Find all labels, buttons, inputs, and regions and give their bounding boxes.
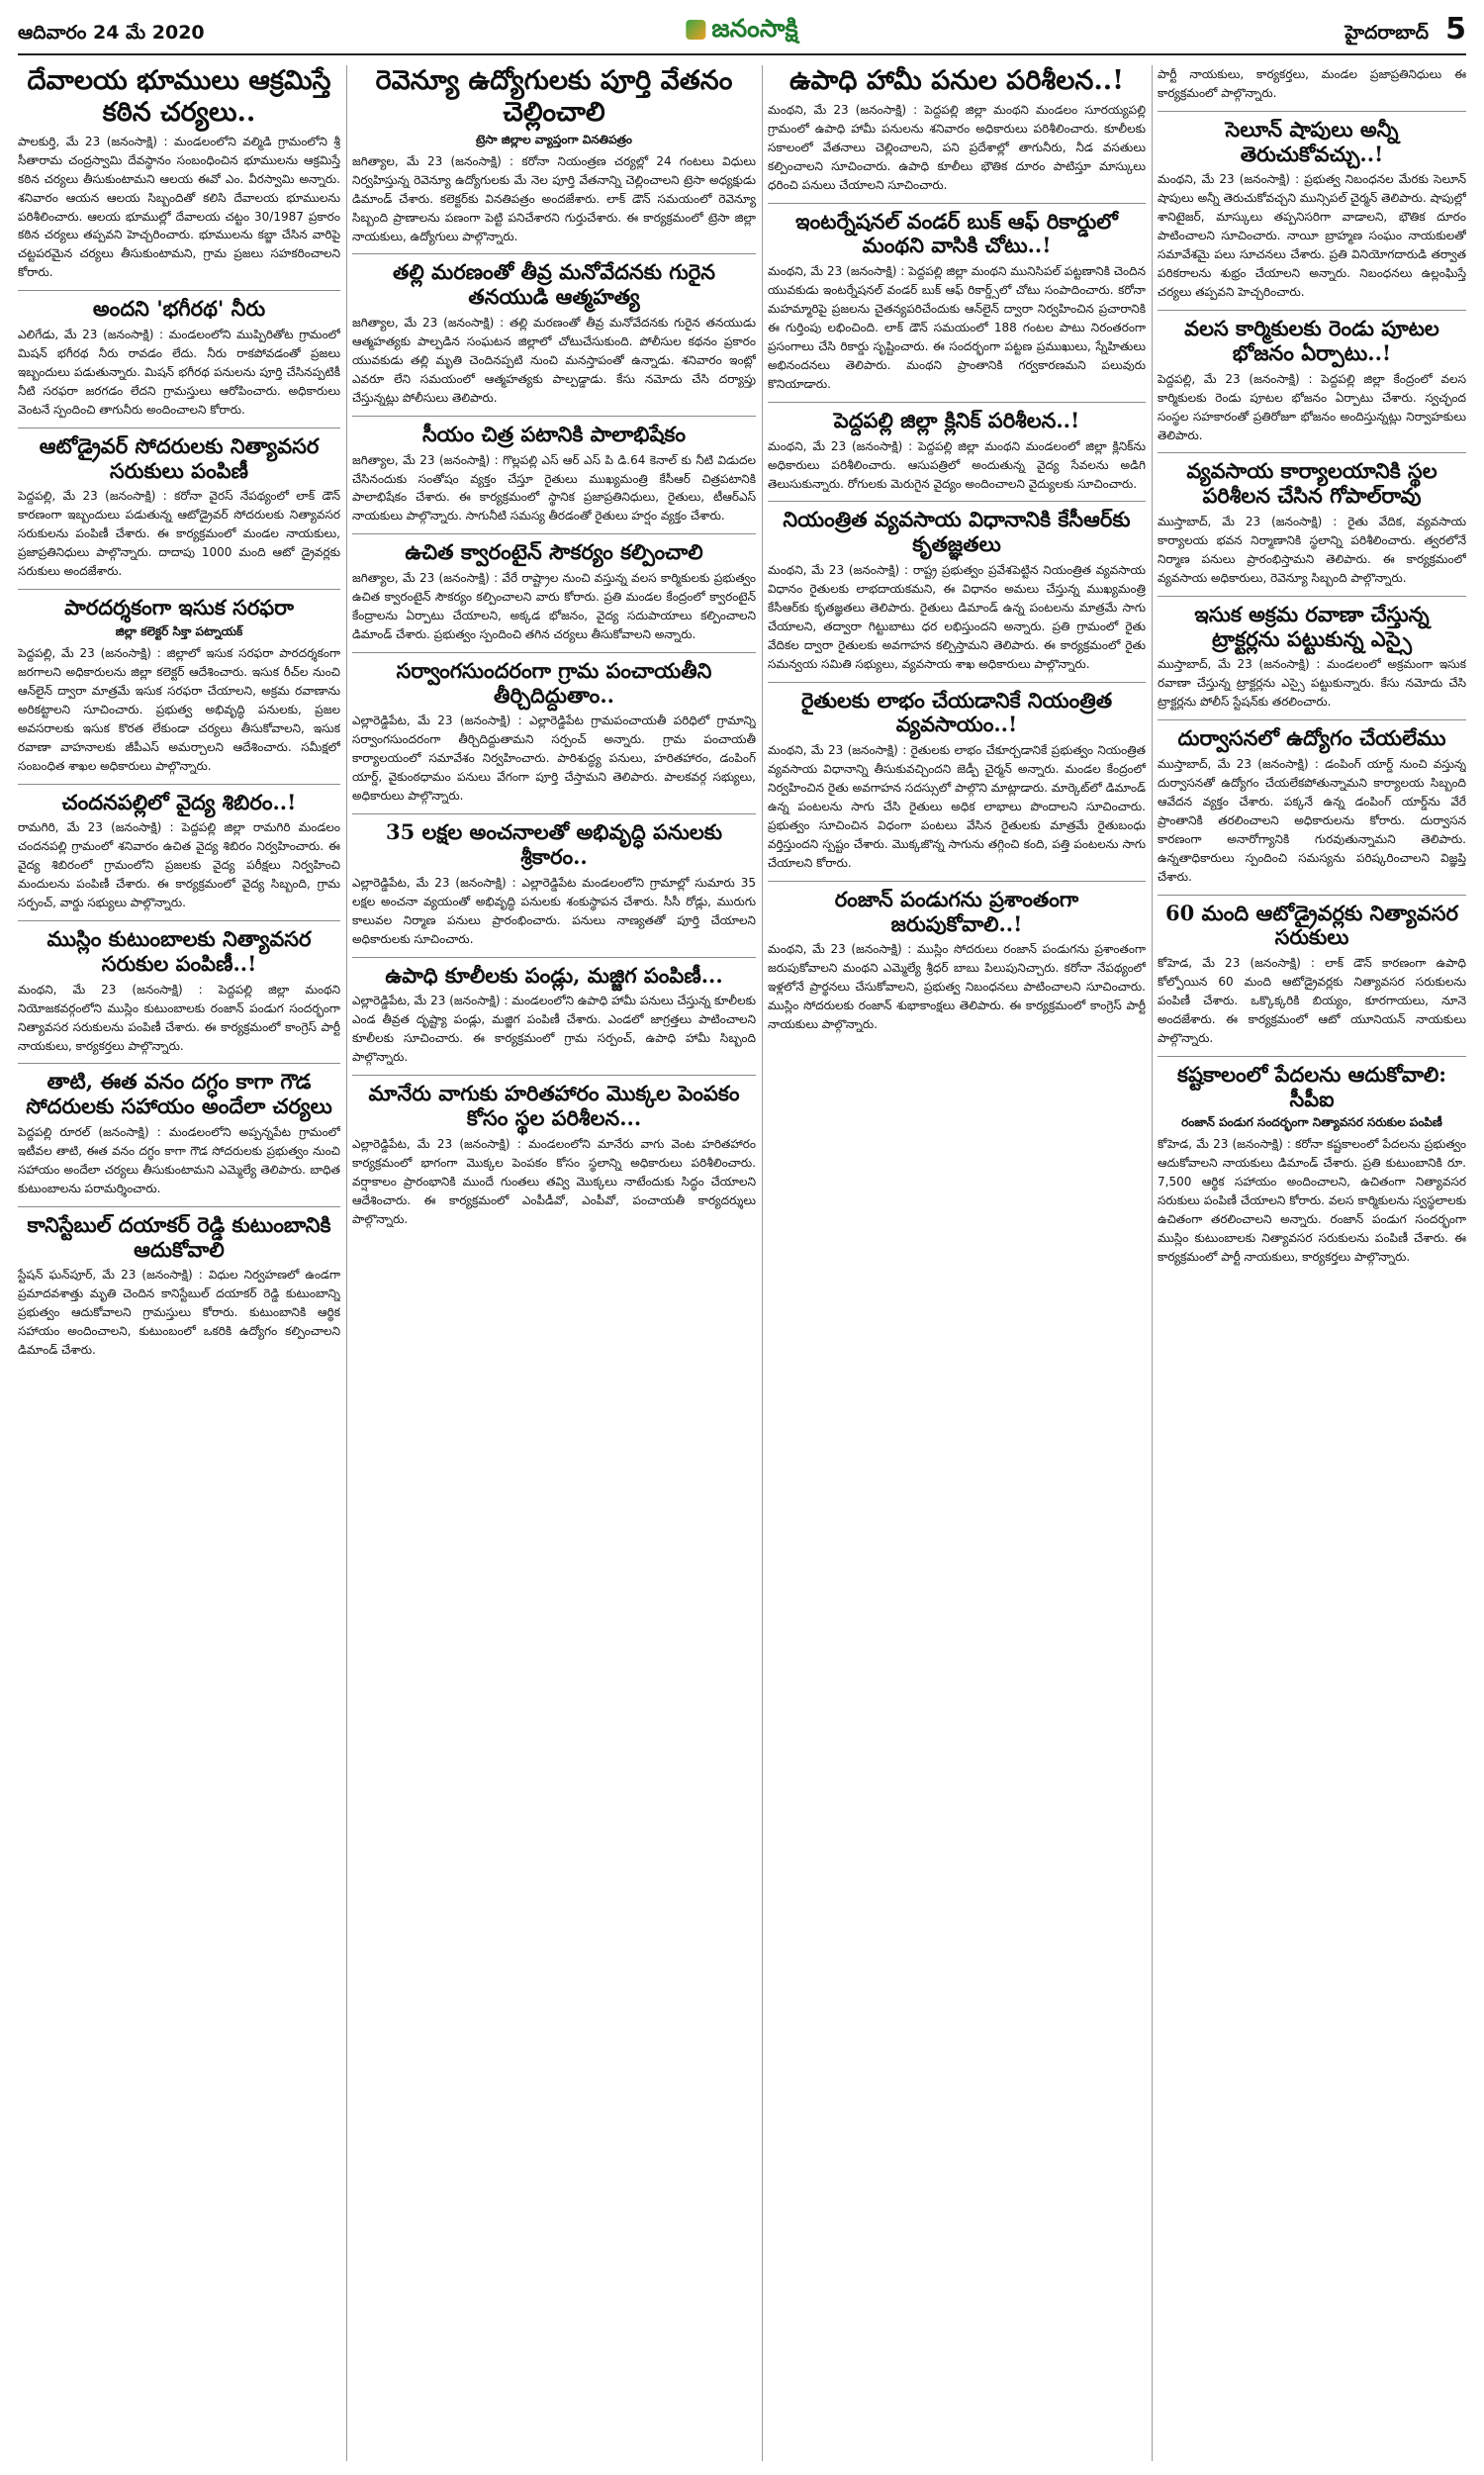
story-separator <box>1158 596 1466 597</box>
news-story <box>768 65 1146 195</box>
story-body: మంథని, మే 23 (జనంసాక్షి) : ప్రభుత్వ నిబంధనల మేరకు సెలూన్ షాపులు అన్నీ తెరుచుకోవచ్చని మున్సిపల్ చైర్మన్ తెలిపారు. షాపుల్లో శానిటైజర్, మాస్కులు తప్పనిసరిగా వాడాలని, భౌతిక దూరం పాటించాలని సూచించారు. నాయీ బ్రాహ్మణ సంఘం నాయకులతో సమావేశమై పలు సూచనలు చేశారు. ప్రతి వినియోగదారుడి తర్వాత పరికరాలను శుభ్రం చేయాలని అన్నారు. నిబంధనలు ఉల్లంఘిస్తే చర్యలు తప్పవని హెచ్చరించారు. <box>1158 172 1466 300</box>
news-story <box>18 434 340 581</box>
news-story <box>768 888 1146 1034</box>
story-body: రామగిరి, మే 23 (జనంసాక్షి) : పెద్దపల్లి జిల్లా రామగిరి మండలం చందనపల్లి గ్రామంలో శనివారం ఉచిత వైద్య శిబిరం నిర్వహించారు. ఈ వైద్య శిబిరంలో గ్రామంలోని ప్రజలకు వైద్య పరీక్షలు నిర్వహించి మందులను పంపిణీ చేశారు. ఈ కార్యక్రమంలో వైద్య సిబ్బంది, గ్రామ సర్పంచ్, వార్డు సభ్యులు పాల్గొన్నారు. <box>18 820 340 910</box>
story-subheadline: ట్రెసా జిల్లాల వ్యాప్తంగా వినతిపత్రం <box>475 132 633 146</box>
news-story <box>18 65 340 282</box>
news-story <box>1158 118 1466 302</box>
story-headline: మానేరు వాగుకు హరితహారం మొక్కల పెంపకం కోసం స్థల పరిశీలన... <box>368 1081 740 1130</box>
story-body: ఎల్లారెడ్డిపేట, మే 23 (జనంసాక్షి) : మండలంలోని ఉపాధి హామీ పనులు చేస్తున్న కూలీలకు ఎండ తీవ్రత దృష్ట్యా పండ్లు, మజ్జిగ పంపిణీ చేశారు. ఎండలో జాగ్రత్తలు పాటించాలని కూలీలకు సూచించారు. ఈ కార్యక్రమంలో గ్రామ సర్పంచ్, ఉపాధి హామీ సిబ్బంది పాల్గొన్నారు. <box>352 994 756 1065</box>
story-separator <box>18 920 340 921</box>
issue-date: ఆదివారం 24 మే 2020 <box>18 22 205 44</box>
story-headline: వ్యవసాయ కార్యాలయానికి స్థల పరిశీలన చేసిన గోపాల్‌రావు <box>1186 458 1438 509</box>
news-story <box>1158 1063 1466 1267</box>
story-separator <box>768 881 1146 882</box>
news-story <box>352 423 756 526</box>
story-body: కోహెడ, మే 23 (జనంసాక్షి) : కరోనా కష్టకాలంలో పేదలను ప్రభుత్వం ఆదుకోవాలని నాయకులు డిమాండ్ చేశారు. ప్రతి కుటుంబానికి రూ. 7,500 ఆర్థిక సహాయం అందించాలని, ఉచితంగా నిత్యావసర సరుకులు పంపిణీ చేయాలని కోరారు. వలస కార్మికులను స్వస్థలాలకు ఉచితంగా తరలించాలని అన్నారు. రంజాన్ పండుగ సందర్భంగా ముస్లిం కుటుంబాలకు నిత్యావసర సరుకులను పంపిణీ చేశారు. ఈ కార్యక్రమంలో పార్టీ నాయకులు, కార్యకర్తలు పాల్గొన్నారు. <box>1158 1137 1466 1265</box>
story-headline: దేవాలయ భూములు ఆక్రమిస్తే కఠిన చర్యలు.. <box>27 65 331 128</box>
story-headline: ఉచిత క్వారంటైన్ సౌకర్యం కల్పించాలి <box>405 539 703 565</box>
story-headline: తల్లి మరణంతో తీవ్ర మనోవేదనకు గురైన తనయుడి ఆత్మహత్య <box>393 259 715 310</box>
column-3 <box>768 65 1146 2461</box>
column-4 <box>1158 65 1466 2461</box>
story-headline: రంజాన్ పండుగను ప్రశాంతంగా జరుపుకోవాలి..! <box>834 886 1079 936</box>
story-headline: పారదర్శకంగా ఇసుక సరఫరా <box>64 595 294 620</box>
story-subheadline: జిల్లా కలెక్టర్ సిక్తా పట్నాయక్ <box>115 623 243 638</box>
story-separator <box>768 682 1146 683</box>
news-story <box>768 689 1146 873</box>
story-body: మంథని, మే 23 (జనంసాక్షి) : ముస్లిం సోదరులు రంజాన్ పండుగను ప్రశాంతంగా జరుపుకోవాలని మంథని ఎమ్మెల్యే శ్రీధర్ బాబు పిలుపునిచ్చారు. కరోనా నేపథ్యంలో ఇళ్లలోనే ప్రార్థనలు చేసుకోవాలని, ప్రభుత్వ నిబంధనలు పాటించాలని సూచించారు. ముస్లిం సోదరులకు రంజాన్ శుభాకాంక్షలు తెలిపారు. ఈ కార్యక్రమంలో కాంగ్రెస్ పార్టీ నాయకులు పాల్గొన్నారు. <box>768 942 1146 1032</box>
story-headline: రెవెన్యూ ఉద్యోగులకు పూర్తి వేతనం చెల్లించాలి <box>375 65 733 128</box>
story-separator <box>352 253 756 254</box>
news-story <box>352 65 756 245</box>
column-divider <box>1152 65 1153 2461</box>
story-separator <box>352 957 756 958</box>
story-headline: తాటి, ఈత వనం దగ్ధం కాగా గౌడ సోదరులకు సహాయం అందేలా చర్యలు <box>26 1069 332 1119</box>
story-separator <box>18 1206 340 1207</box>
story-headline: ఇంటర్నేషనల్ వండర్ బుక్ ఆఫ్ రికార్డులో మంథని వాసికి చోటు..! <box>795 208 1118 258</box>
story-headline: ముస్లిం కుటుంబాలకు నిత్యావసర సరుకుల పంపిణీ..! <box>46 926 312 976</box>
story-headline: ఉపాధి కూలీలకు పండ్లు, మజ్జిగ పంపిణీ... <box>385 962 723 988</box>
story-headline: నియంత్రిత వ్యవసాయ విధానానికి కేసీఆర్‌కు కృతజ్ఞతలు <box>783 507 1131 557</box>
story-body: ముస్తాబాద్, మే 23 (జనంసాక్షి) : రైతు వేదిక, వ్యవసాయ కార్యాలయ భవన నిర్మాణానికి స్థలాన్ని పరిశీలించారు. త్వరలోనే నిర్మాణ పనులు ప్రారంభిస్తామని తెలిపారు. ఈ కార్యక్రమంలో వ్యవసాయ అధికారులు, రెవెన్యూ సిబ్బంది పాల్గొన్నారు. <box>1158 514 1466 585</box>
news-story <box>352 820 756 948</box>
news-story <box>352 659 756 806</box>
news-story <box>18 1070 340 1197</box>
edition-city: హైదరాబాద్ <box>1345 22 1429 44</box>
story-body: ఎల్లారెడ్డిపేట, మే 23 (జనంసాక్షి) : ఎల్లారెడ్డిపేట మండలంలోని గ్రామాల్లో సుమారు 35 లక్షల అంచనా వ్యయంతో అభివృద్ధి పనులకు శంకుస్థాపన చేశారు. సీసీ రోడ్లు, మురుగు కాలువల నిర్మాణ పనులు ప్రారంభించారు. పనులు నాణ్యతతో పూర్తి చేయాలని అధికారులకు సూచించారు. <box>352 875 756 946</box>
news-story <box>352 1082 756 1228</box>
story-body: ముస్తాబాద్, మే 23 (జనంసాక్షి) : డంపింగ్ యార్డ్ నుంచి వస్తున్న దుర్వాసనతో ఉద్యోగం చేయలేకపోతున్నామని కార్యాలయ సిబ్బంది ఆవేదన వ్యక్తం చేశారు. పక్కనే ఉన్న డంపింగ్ యార్డ్‌ను వేరే ప్రాంతానికి తరలించాలని అధికారులను కోరారు. దుర్వాసన కారణంగా అనారోగ్యానికి గురవుతున్నామని తెలిపారు. ఉన్నతాధికారులు స్పందించి సమస్యను పరిష్కరించాలని విజ్ఞప్తి చేశారు. <box>1158 756 1466 884</box>
story-headline: అందని 'భగీరథ' నీరు <box>92 296 266 322</box>
story-separator <box>1158 719 1466 720</box>
news-story <box>352 964 756 1068</box>
story-body: పార్టీ నాయకులు, కార్యకర్తలు, మండల ప్రజాప్రతినిధులు ఈ కార్యక్రమంలో పాల్గొన్నారు. <box>1158 67 1466 100</box>
story-separator <box>1158 111 1466 112</box>
story-separator <box>1158 310 1466 311</box>
news-story <box>768 409 1146 494</box>
story-headline: రైతులకు లాభం చేయడానికే నియంత్రిత వ్యవసాయం..! <box>800 687 1113 737</box>
story-body: జగిత్యాల, మే 23 (జనంసాక్షి) : గొల్లపల్లి ఎస్ ఆర్ ఎస్ పి డి.64 కెనాల్ కు నీటి విడుదల చేసినందుకు సంతోషం వ్యక్తం చేస్తూ రైతులు ముఖ్యమంత్రి కేసీఆర్ చిత్రపటానికి పాలాభిషేకం చేశారు. ఈ కార్యక్రమంలో స్థానిక ప్రజాప్రతినిధులు, రైతులు, టీఆర్ఎస్ నాయకులు పాల్గొన్నారు. సాగునీటి సమస్య తీరడంతో రైతులు హర్షం వ్యక్తం చేశారు. <box>352 452 756 524</box>
story-separator <box>768 203 1146 204</box>
story-body: మంథని, మే 23 (జనంసాక్షి) : పెద్దపల్లి జిల్లా మంథని నియోజకవర్గంలోని ముస్లిం కుటుంబాలకు రంజాన్ పండుగ సందర్భంగా నిత్యావసర సరుకులను పంపిణీ చేశారు. ఈ కార్యక్రమంలో కాంగ్రెస్ పార్టీ నాయకులు, కార్యకర్తలు పాల్గొన్నారు. <box>18 982 340 1053</box>
news-story <box>1158 902 1466 1048</box>
news-story <box>352 260 756 407</box>
story-body: స్టేషన్ ఘన్‌పూర్, మే 23 (జనంసాక్షి) : విధుల నిర్వహణలో ఉండగా ప్రమాదవశాత్తు మృతి చెందిన కానిస్టేబుల్ దయాకర్ రెడ్డి కుటుంబాన్ని ప్రభుత్వం ఆదుకోవాలని గ్రామస్తులు కోరారు. కుటుంబానికి ఆర్థిక సహాయం అందించాలని, కుటుంబంలో ఒకరికి ఉద్యోగం కల్పించాలని డిమాండ్ చేశారు. <box>18 1268 340 1358</box>
story-headline: సర్వాంగసుందరంగా గ్రామ పంచాయతీని తీర్చిదిద్దుతాం.. <box>396 657 712 708</box>
story-separator <box>352 533 756 534</box>
news-story <box>1158 317 1466 444</box>
story-separator <box>352 1075 756 1076</box>
story-body: జగిత్యాల, మే 23 (జనంసాక్షి) : వేరే రాష్ట్రాల నుంచి వస్తున్న వలస కార్మికులకు ప్రభుత్వం ఉచిత క్వారంటైన్ సౌకర్యం కల్పించాలని వారు కోరారు. ప్రతి మండల కేంద్రంలో క్వారంటైన్ కేంద్రాలను ఏర్పాటు చేయాలని, అక్కడ భోజనం, వైద్య సదుపాయాలు కల్పించాలని డిమాండ్ చేశారు. ప్రభుత్వం స్పందించి తగిన చర్యలు తీసుకోవాలని అన్నారు. <box>352 571 756 641</box>
story-body: మంథని, మే 23 (జనంసాక్షి) : పెద్దపల్లి జిల్లా మంథని మునిసిపల్ పట్టణానికి చెందిన యువకుడు ఇంటర్నేషనల్ వండర్ బుక్ ఆఫ్ రికార్డ్స్‌లో చోటు సంపాదించారు. కరోనా మహమ్మారిపై ప్రజలను చైతన్యపరిచేందుకు ఆన్‌లైన్ ద్వారా నిర్వహించిన ప్రచారానికి ఈ గుర్తింపు లభించింది. లాక్ డౌన్ సమయంలో 188 గంటల పాటు నిరంతరంగా ప్రసంగాలు చేసి రికార్డు సృష్టించారు. ఈ సందర్భంగా పట్టణ ప్రముఖులు, స్నేహితులు అభినందనలు తెలిపారు. మంథని ప్రాంతానికి గర్వకారణమని పలువురు కొనియాడారు. <box>768 264 1146 391</box>
column-2 <box>352 65 756 2461</box>
story-separator <box>1158 1056 1466 1057</box>
brand-name: జనంసాక్షి <box>711 14 798 43</box>
story-separator <box>1158 895 1466 896</box>
story-separator <box>352 813 756 814</box>
story-separator <box>352 652 756 653</box>
story-body: పెద్దపల్లి, మే 23 (జనంసాక్షి) : పెద్దపల్లి జిల్లా కేంద్రంలో వలస కార్మికులకు రెండు పూటల భోజనం ఏర్పాటు చేశారు. స్వచ్ఛంద సంస్థల సహకారంతో ప్రతిరోజూ భోజనం అందిస్తున్నట్లు నిర్వాహకులు తెలిపారు. <box>1158 371 1466 442</box>
story-body: ఎలిగేడు, మే 23 (జనంసాక్షి) : మండలంలోని ముప్పిరితోట గ్రామంలో మిషన్ భగీరథ నీరు రావడం లేదు. నీరు రాకపోవడంతో ప్రజలు ఇబ్బందులు పడుతున్నారు. మిషన్ భగీరథ పనులను పూర్తి చేసినప్పటికీ నీటి సరఫరా జరగడం లేదని గ్రామస్తులు ఆరోపించారు. అధికారులు వెంటనే స్పందించి తాగునీరు అందించాలని కోరారు. <box>18 328 340 417</box>
news-story <box>352 540 756 644</box>
story-separator <box>768 402 1146 403</box>
story-body: పెద్దపల్లి, మే 23 (జనంసాక్షి) : కరోనా వైరస్ నేపథ్యంలో లాక్ డౌన్ కారణంగా ఇబ్బందులు పడుతున్న ఆటోడ్రైవర్ సోదరులకు నిత్యావసర సరుకులను పంపిణీ చేశారు. ఈ కార్యక్రమంలో మండల నాయకులు, ప్రజాప్రతినిధులు పాల్గొన్నారు. దాదాపు 1000 మంది ఆటో డ్రైవర్లకు సరుకులు అందజేశారు. <box>18 489 340 579</box>
column-divider <box>762 65 763 2461</box>
page-number: 5 <box>1445 12 1466 47</box>
story-body: ఎల్లారెడ్డిపేట, మే 23 (జనంసాక్షి) : ఎల్లారెడ్డిపేట గ్రామపంచాయతీ పరిధిలో గ్రామాన్ని సర్వాంగసుందరంగా తీర్చిదిద్దుతామని సర్పంచ్ అన్నారు. గ్రామ పంచాయతీ కార్యాలయంలో సమావేశం నిర్వహించారు. పారిశుద్ధ్య పనులు, హరితహారం, డంపింగ్ యార్డ్, వైకుంఠధామం పనులు వేగంగా పూర్తి చేస్తామని తెలిపారు. పాలకవర్గ సభ్యులు, అధికారులు పాల్గొన్నారు. <box>352 714 756 804</box>
story-headline: కానిస్టేబుల్ దయాకర్ రెడ్డి కుటుంబానికి ఆదుకోవాలి <box>27 1211 331 1262</box>
story-headline: సీయం చిత్ర పటానికి పాలాభిషేకం <box>421 421 687 446</box>
story-body: కోహెడ, మే 23 (జనంసాక్షి) : లాక్ డౌన్ కారణంగా ఉపాధి కోల్పోయిన 60 మంది ఆటోడ్రైవర్లకు నిత్యావసర సరుకులను పంపిణీ చేశారు. ఒక్కొక్కరికి బియ్యం, కూరగాయలు, నూనె అందజేశారు. ఈ కార్యక్రమంలో ఆటో యూనియన్ నాయకులు పాల్గొన్నారు. <box>1158 956 1466 1045</box>
newspaper-brand <box>686 14 797 49</box>
story-body: ముస్తాబాద్, మే 23 (జనంసాక్షి) : మండలంలో అక్రమంగా ఇసుక రవాణా చేస్తున్న ట్రాక్టర్లను ఎస్సై పట్టుకున్నారు. కేసు నమోదు చేసి ట్రాక్టర్లను పోలీస్ స్టేషన్‌కు తరలించారు. <box>1158 657 1466 710</box>
column-divider <box>346 65 347 2461</box>
story-body: మంథని, మే 23 (జనంసాక్షి) : రాష్ట్ర ప్రభుత్వం ప్రవేశపెట్టిన నియంత్రిత వ్యవసాయ విధానం రైతులకు లాభదాయకమని, ఈ విధానం అమలు చేస్తున్న ముఖ్యమంత్రి కేసీఆర్‌కు కృతజ్ఞతలు తెలిపారు. రైతులు డిమాండ్ ఉన్న పంటలను మాత్రమే సాగు చేయాలని, తద్వారా గిట్టుబాటు ధర లభిస్తుందని అన్నారు. ప్రతి గ్రామంలో రైతు వేదికల ద్వారా రైతులకు అవగాహన కల్పిస్తామని తెలిపారు. ఈ కార్యక్రమంలో రైతు సమన్వయ సమితి సభ్యులు, వ్యవసాయ శాఖ అధికారులు పాల్గొన్నారు. <box>768 562 1146 671</box>
story-separator <box>352 416 756 417</box>
story-body: మంథని, మే 23 (జనంసాక్షి) : పెద్దపల్లి జిల్లా మంథని మండలం సూరయ్యపల్లి గ్రామంలో ఉపాధి హామీ పనులను శనివారం అధికారులు పరిశీలించారు. కూలీలకు సకాలంలో వేతనాలు చెల్లించాలని, పని ప్రదేశాల్లో తాగునీరు, నీడ వసతులు కల్పించాలని సూచించారు. ఉపాధి కూలీలు భౌతిక దూరం పాటిస్తూ మాస్కులు ధరించి పనులు చేయాలని సూచించారు. <box>768 102 1146 192</box>
story-body: మంథని, మే 23 (జనంసాక్షి) : పెద్దపల్లి జిల్లా మంథని మండలంలో జిల్లా క్లినిక్‌ను అధికారులు పరిశీలించారు. ఆసుపత్రిలో అందుతున్న వైద్య సేవలను అడిగి తెలుసుకున్నారు. రోగులకు మెరుగైన వైద్యం అందించాలని వైద్యులకు సూచించారు. <box>768 438 1146 491</box>
news-story <box>18 1213 340 1360</box>
story-body: పాలకుర్తి, మే 23 (జనంసాక్షి) : మండలంలోని వల్మిడి గ్రామంలోని శ్రీ సీతారామ చంద్రస్వామి దేవస్థానం సంబంధించిన భూములను ఆక్రమిస్తే కఠిన చర్యలు తీసుకుంటామని ఆలయ ఈవో ఎం. వీరస్వామి అన్నారు. శనివారం ఆయన ఆలయ సిబ్బందితో కలిసి దేవాలయ భూములను పరిశీలించారు. ఆలయ భూముల్లో దేవాలయ చట్టం 30/1987 ప్రకారం కఠిన చర్యలు తప్పవని హెచ్చరించారు. భూములను కబ్జా చేసిన వారిపై చట్టపరమైన చర్యలు తీసుకుంటామని, గ్రామ ప్రజలు సహకరించాలని కోరారు. <box>18 134 340 280</box>
story-headline: చందనపల్లిలో వైద్య శిబిరం..! <box>61 789 297 814</box>
news-story <box>18 927 340 1055</box>
news-story <box>18 297 340 420</box>
column-1 <box>18 65 340 2461</box>
story-headline: పెద్దపల్లి జిల్లా క్లినిక్ పరిశీలన..! <box>833 407 1080 432</box>
news-story <box>1158 726 1466 886</box>
story-body: పెద్దపల్లి, మే 23 (జనంసాక్షి) : జిల్లాలో ఇసుక సరఫరా పారదర్శకంగా జరగాలని అధికారులను జిల్లా కలెక్టర్ ఆదేశించారు. ఇసుక రీచ్‌ల నుంచి ఆన్‌లైన్ ద్వారా మాత్రమే ఇసుక సరఫరా చేయాలని, అక్రమ రవాణాను అరికట్టాలని సూచించారు. ప్రభుత్వ అభివృద్ధి పనులకు, ప్రజల అవసరాలకు ఇసుక కొరత లేకుండా చర్యలు తీసుకోవాలని, ఇసుక రవాణా వాహనాలకు జీపీఎస్ అమర్చాలని ఆదేశించారు. సమీక్షలో సంబంధిత శాఖల అధికారులు పాల్గొన్నారు. <box>18 645 340 773</box>
story-headline: సెలూన్ షాపులు అన్నీ తెరుచుకోవచ్చు..! <box>1225 116 1399 166</box>
story-body: జగిత్యాల, మే 23 (జనంసాక్షి) : కరోనా నియంత్రణ చర్యల్లో 24 గంటలు విధులు నిర్వహిస్తున్న రెవెన్యూ ఉద్యోగులకు మే నెల పూర్తి వేతనాన్ని చెల్లించాలని ట్రెసా అధ్యక్షుడు డిమాండ్ చేశారు. కలెక్టర్‌కు వినతిపత్రం అందజేశారు. లాక్ డౌన్ సమయంలో రెవెన్యూ సిబ్బంది ప్రాణాలను పణంగా పెట్టి పనిచేశారని గుర్తుచేశారు. ఈ కార్యక్రమంలో ట్రెసా జిల్లా నాయకులు, ఉద్యోగులు పాల్గొన్నారు. <box>352 153 756 243</box>
story-headline: వలస కార్మికులకు రెండు పూటల భోజనం ఏర్పాటు..! <box>1184 316 1439 365</box>
story-headline: కష్టకాలంలో పేదలను ఆదుకోవాలి: సీపీఐ <box>1177 1061 1446 1111</box>
story-separator <box>18 290 340 291</box>
story-separator <box>18 589 340 590</box>
story-headline: 35 లక్షల అంచనాలతో అభివృద్ధి పనులకు శ్రీకారం.. <box>385 819 723 869</box>
news-story <box>1158 603 1466 712</box>
brand-logo-icon <box>686 20 705 40</box>
news-story <box>18 791 340 913</box>
story-headline: ఆటోడ్రైవర్ సోదరులకు నిత్యావసర సరుకులు పంపిణీ <box>39 432 320 483</box>
news-story <box>18 596 340 775</box>
story-separator <box>1158 452 1466 453</box>
news-story <box>768 508 1146 673</box>
story-body: ఎల్లారెడ్డిపేట, మే 23 (జనంసాక్షి) : మండలంలోని మానేరు వాగు వెంట హరితహారం కార్యక్రమంలో భాగంగా మొక్కల పెంపకం కోసం స్థలాన్ని అధికారులు పరిశీలించారు. వర్షాకాలం ప్రారంభానికి ముందే గుంతలు తవ్వి మొక్కలు నాటేందుకు సిద్ధం చేయాలని ఆదేశించారు. ఈ కార్యక్రమంలో ఎంపీడీవో, ఎంపీవో, పంచాయతీ కార్యదర్శులు పాల్గొన్నారు. <box>352 1136 756 1226</box>
story-headline: దుర్వాసనలో ఉద్యోగం చేయలేము <box>1177 725 1446 751</box>
story-subheadline: రంజాన్ పండుగ సందర్భంగా నిత్యావసర సరుకుల పంపిణీ <box>1181 1115 1442 1130</box>
news-story <box>1158 65 1466 103</box>
story-separator <box>18 784 340 785</box>
story-body: పెద్దపల్లి రూరల్ (జనంసాక్షి) : మండలంలోని అప్పన్నపేట గ్రామంలో ఇటీవల తాటి, ఈత వనం దగ్ధం కాగా గౌడ సోదరులకు ప్రభుత్వం నుంచి సహాయం అందేలా చర్యలు తీసుకుంటామని ఎమ్మెల్యే తెలిపారు. బాధిత కుటుంబాలను పరామర్శించారు. <box>18 1125 340 1195</box>
story-separator <box>18 1063 340 1064</box>
story-separator <box>768 501 1146 502</box>
story-body: జగిత్యాల, మే 23 (జనంసాక్షి) : తల్లి మరణంతో తీవ్ర మనోవేదనకు గురైన తనయుడు ఆత్మహత్యకు పాల్పడిన సంఘటన జిల్లాలో చోటుచేసుకుంది. పోలీసుల కథనం ప్రకారం యువకుడు తల్లి మృతి చెందినప్పటి నుంచి మనస్తాపంతో ఉన్నాడు. శనివారం ఇంట్లో ఎవరూ లేని సమయంలో ఆత్మహత్యకు పాల్పడ్డాడు. కేసు నమోదు చేసి దర్యాప్తు చేస్తున్నట్లు పోలీసులు తెలిపారు. <box>352 316 756 405</box>
story-headline: 60 మంది ఆటోడ్రైవర్లకు నిత్యావసర సరుకులు <box>1165 900 1458 950</box>
story-headline: ఇసుక అక్రమ రవాణా చేస్తున్న ట్రాక్టర్లను పట్టుకున్న ఎస్సై <box>1194 601 1430 651</box>
story-headline: ఉపాధి హామీ పనుల పరిశీలన..! <box>788 65 1124 96</box>
story-body: మంథని, మే 23 (జనంసాక్షి) : రైతులకు లాభం చేకూర్చడానికే ప్రభుత్వం నియంత్రిత వ్యవసాయ విధానాన్ని తీసుకువచ్చిందని జెడ్పీ చైర్మన్ అన్నారు. మండల కేంద్రంలో నిర్వహించిన రైతు అవగాహన సదస్సులో పాల్గొని మాట్లాడారు. మార్కెట్‌లో డిమాండ్ ఉన్న పంటలను సాగు చేసి రైతులు అధిక లాభాలు పొందాలని సూచించారు. ప్రభుత్వం సూచించిన విధంగా పంటలు వేసిన రైతులకు మాత్రమే రైతుబంధు వర్తిస్తుందని స్పష్టం చేశారు. మొక్కజొన్న సాగును తగ్గించి కంది, పత్తి పంటలను సాగు చేయాలని కోరారు. <box>768 743 1146 870</box>
masthead <box>18 10 1466 55</box>
news-story <box>768 210 1146 394</box>
news-story <box>1158 459 1466 587</box>
